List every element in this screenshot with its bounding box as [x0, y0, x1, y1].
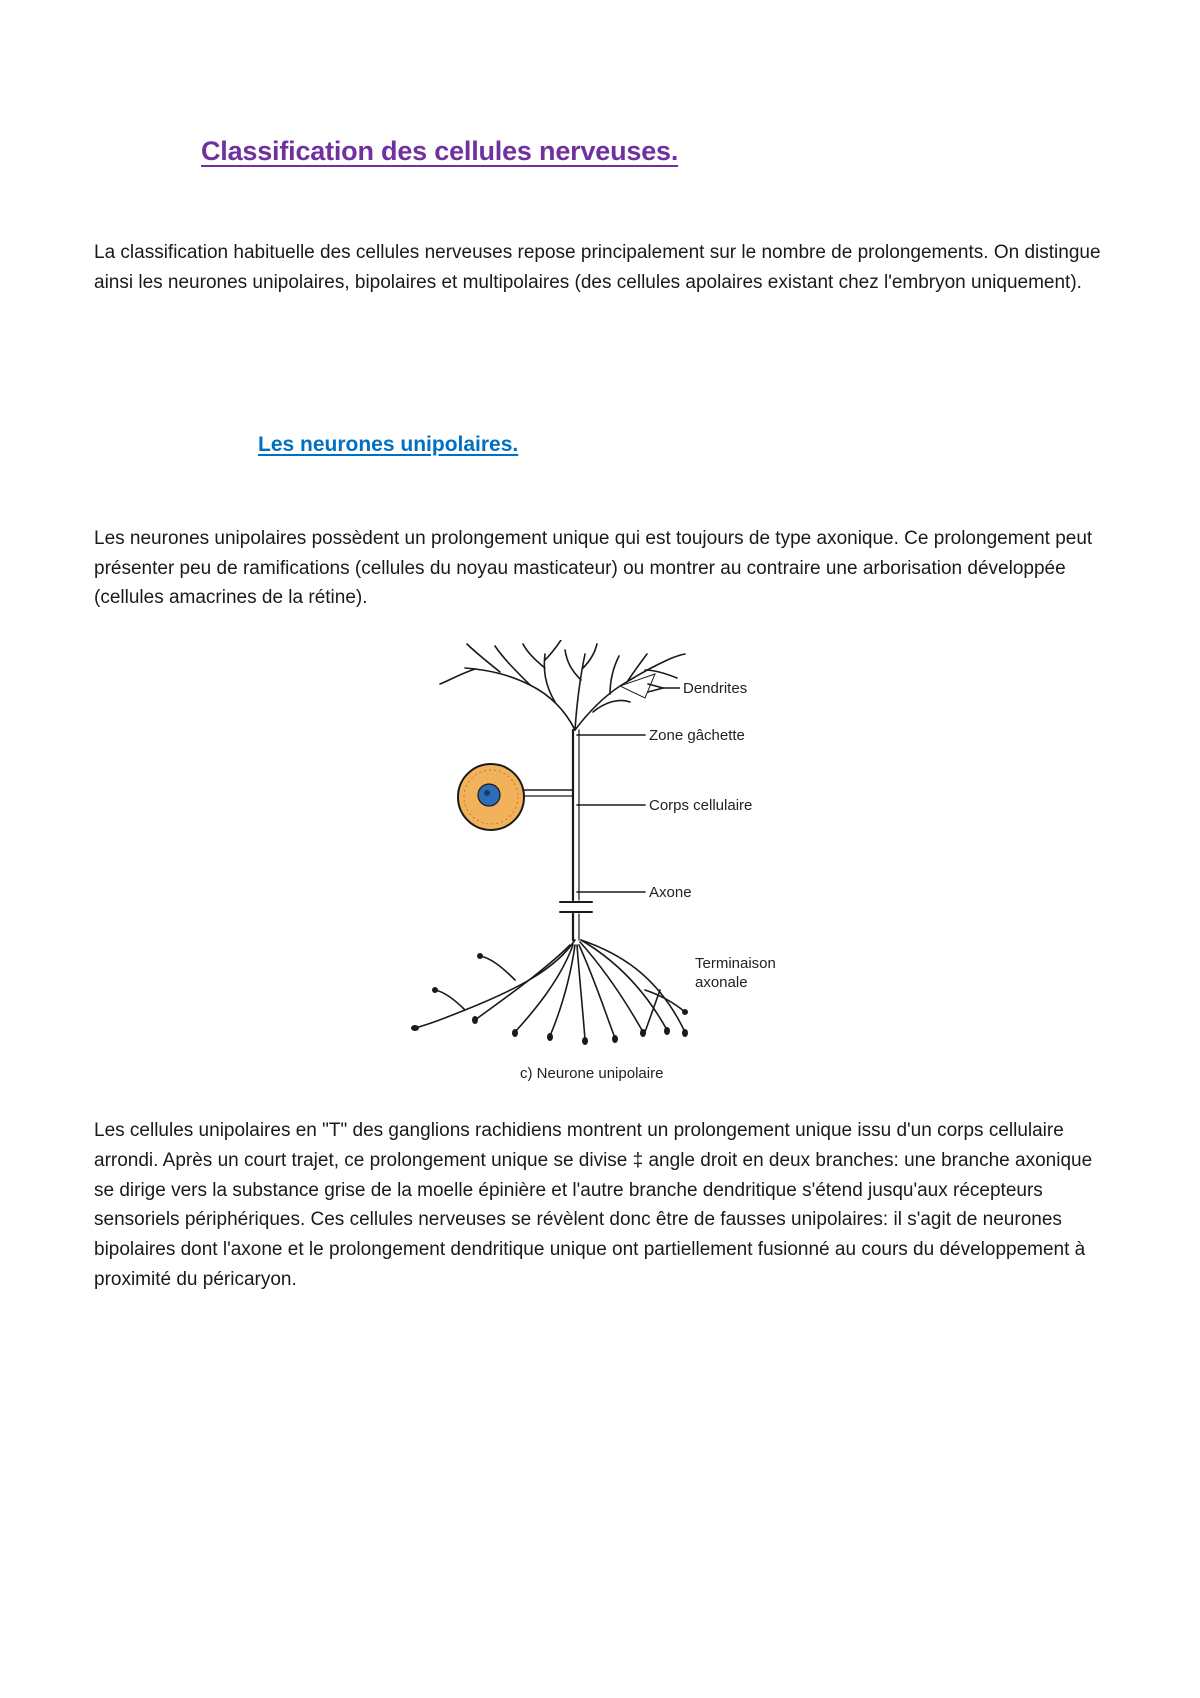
label-terminal-line2: axonale [695, 974, 748, 991]
section-paragraph: Les neurones unipolaires possèdent un prolongement unique qui est toujours de type axonique. Ce prolongement peut présenter peu de ramifications (cellules du noyau masticateur) ou montrer au contraire une arborisation développée (cellules amacrines de la rétine). [94, 528, 1093, 609]
intro-paragraph: La classification habituelle des cellules nerveuses repose principalement sur le nombre de prolongements. On distingue ainsi les neurones unipolaires, bipolaires et multipolaires (des cellules apolaires existant chez l'embryon uniquement). [94, 242, 1101, 293]
page-title: Classification des cellules nerveuses. [201, 136, 679, 166]
label-terminal-line1: Terminaison [695, 955, 776, 972]
axon-terminals [415, 940, 685, 1040]
label-axon: Axone [649, 884, 692, 901]
axon-trunk [560, 730, 592, 940]
detail-paragraph: Les cellules unipolaires en "T" des ganglions rachidiens montrent un prolongement unique issu d'un corps cellulaire arrondi. Après un court trajet, ce prolongement unique se divise ‡ angle droit en deux branches: une branche axonique se dirige vers la substance grise de la moelle épinière et l'autre branche dendritique s'étend jusqu'aux récepteurs sensoriels périphériques. Ces cellules nerveuses se révèlent donc être de fausses unipolaires: il s'agit de neurones bipolaires dont l'axone et le prolongement dendritique unique ont partiellement fusionné au cours du développement à proximité du péricaryon. [94, 1120, 1093, 1290]
section-heading: Les neurones unipolaires. [258, 433, 519, 456]
figure-caption: c) Neurone unipolaire [520, 1065, 664, 1082]
dendrite-tree [440, 640, 685, 730]
label-trigger-zone: Zone gâchette [649, 727, 745, 744]
unipolar-neuron-figure [405, 640, 825, 1100]
label-dendrites: Dendrites [683, 680, 748, 697]
neuron-diagram [405, 640, 825, 1100]
label-cell-body: Corps cellulaire [649, 797, 753, 814]
cell-body [458, 764, 524, 830]
